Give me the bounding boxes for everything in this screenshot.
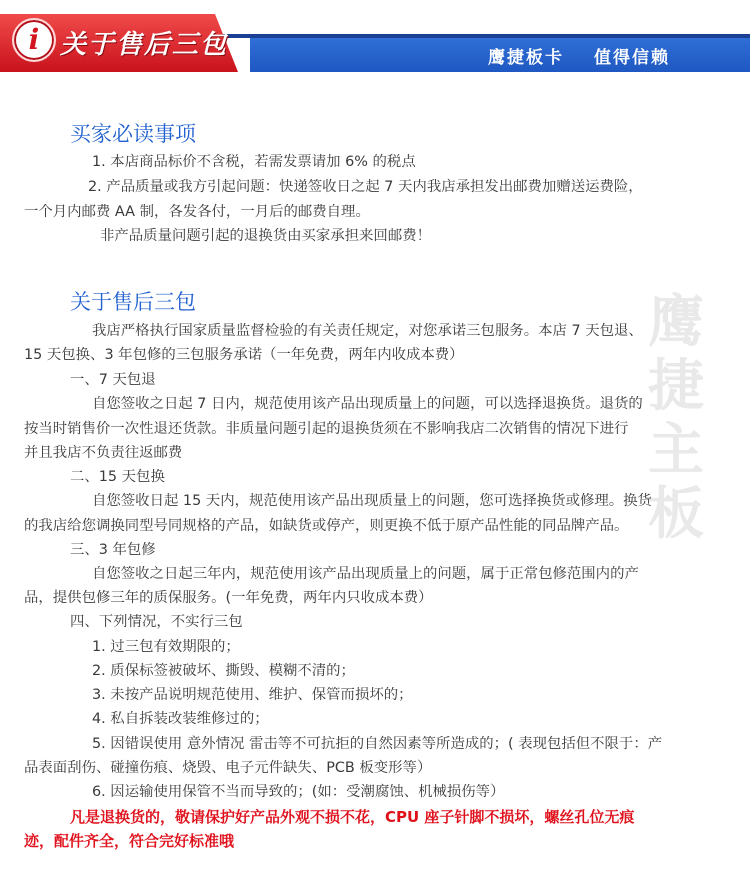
notice-line: 2. 产品质量或我方引起问题：快递签收日之起 7 天内我店承担发出邮费加赠送运费险， (88, 179, 643, 195)
slogan-brand: 鹰捷板卡 (488, 48, 564, 68)
watermark-char: 板 (648, 481, 704, 547)
aftersale-heading: 一、7 天包退 (70, 372, 156, 388)
aftersale-list-item: 4. 私自拆装改装维修过的； (92, 711, 269, 727)
watermark-char: 捷 (648, 353, 704, 419)
notice-line: 非产品质量问题引起的退换货由买家承担来回邮费！ (100, 228, 431, 244)
aftersale-line: 自您签收之日起三年内，规范使用该产品出现质量上的问题，属于正常包修范围内的产 (92, 566, 639, 582)
aftersale-list-item: 6. 因运输使用保管不当而导致的；(如：受潮腐蚀、机械损伤等） (92, 784, 505, 800)
aftersale-line: 15 天包换、3 年包修的三包服务承诺（一年免费，两年内收成本费） (24, 347, 464, 363)
aftersale-line: 自您签收日起 15 天内，规范使用该产品出现质量上的问题，您可选择换货或修理。换货 (92, 493, 652, 509)
aftersale-heading: 四、下列情况，不实行三包 (70, 614, 243, 630)
aftersale-heading: 三、3 年包修 (70, 542, 156, 558)
slogan-trust: 值得信赖 (594, 48, 670, 68)
banner-slogan (488, 43, 670, 68)
aftersale-list-item: 2. 质保标签被破坏、撕毁、模糊不清的； (92, 663, 355, 679)
aftersale-heading: 二、15 天包换 (70, 469, 165, 485)
aftersale-line: 品表面刮伤、碰撞伤痕、烧毁、电子元件缺失、PCB 板变形等） (24, 760, 432, 776)
info-icon (12, 18, 56, 62)
warning-line: 凡是退换货的，敬请保护好产品外观不损不花，CPU 座子针脚不损坏，螺丝孔位无痕 (70, 808, 635, 826)
watermark-char: 主 (648, 417, 704, 483)
aftersale-list-item: 1. 过三包有效期限的； (92, 639, 240, 655)
aftersale-list-item: 3. 未按产品说明规范使用、维护、保管而损坏的； (92, 687, 413, 703)
aftersale-list-item: 5. 因错误使用 意外情况 雷击等不可抗拒的自然因素等所造成的；( 表现包括但不限于：产 (92, 736, 663, 752)
aftersale-line: 的我店给您调换同型号同规格的产品，如缺货或停产，则更换不低于原产品性能的同品牌产品。 (24, 518, 629, 534)
watermark-char: 鹰 (648, 289, 704, 355)
aftersale-line: 我店严格执行国家质量监督检验的有关责任规定，对您承诺三包服务。本店 7 天包退、 (92, 323, 643, 339)
aftersale-line: 品，提供包修三年的质保服务。(一年免费，两年内只收成本费） (24, 590, 433, 606)
aftersale-line: 并且我店不负责往返邮费 (24, 445, 183, 461)
banner-title: 关于售后三包 (60, 30, 229, 60)
notice-title: 买家必读事项 (70, 122, 196, 146)
info-icon-glyph: i (28, 23, 40, 56)
notice-line: 1. 本店商品标价不含税，若需发票请加 6% 的税点 (92, 154, 416, 170)
header-banner (0, 0, 750, 80)
aftersale-title: 关于售后三包 (70, 290, 196, 314)
aftersale-line: 按当时销售价一次性退还货款。非质量问题引起的退换货须在不影响我店二次销售的情况下进行 (24, 421, 629, 437)
aftersale-line: 自您签收之日起 7 日内，规范使用该产品出现质量上的问题，可以选择退换货。退货的 (92, 396, 643, 412)
notice-line: 一个月内邮费 AA 制，各发各付，一月后的邮费自理。 (24, 204, 370, 220)
warning-line: 迹，配件齐全，符合完好标准哦 (24, 832, 235, 850)
